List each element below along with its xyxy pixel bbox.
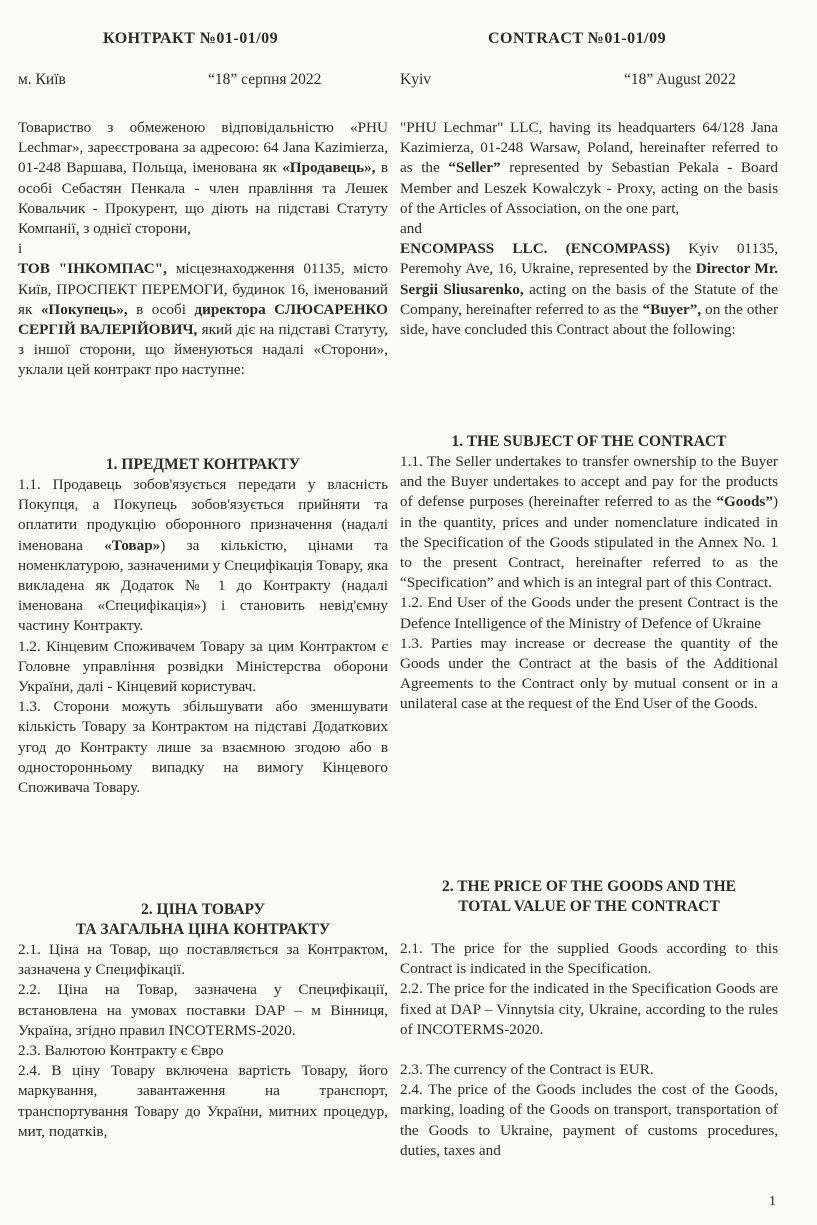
section-2-en (400, 877, 778, 1161)
section-1-en (400, 432, 778, 715)
and-uk: і (18, 240, 23, 258)
and-en: and (400, 220, 422, 238)
contract-title-uk: КОНТРАКТ №01-01/09 (103, 30, 279, 47)
page-number: 1 (769, 1194, 776, 1209)
clause-2-4-en: 2.4. The price of the Goods includes the cost of the Goods, marking, loading of the Goods on transport, transportation of the Goods to Ukraine, payment of customs procedures, duties, taxes and (400, 1081, 778, 1159)
clause-2-1-en: 2.1. The price for the supplied Goods according to this Contract is indicated in the Specification. (400, 940, 778, 978)
clause-2-3-en: 2.3. The currency of the Contract is EUR. (400, 1061, 654, 1079)
date-uk: “18” серпня 2022 (208, 71, 322, 88)
seller-paragraph-en: "PHU Lechmar" LLC, having its headquarters 64/128 Jana Kazimierza, 01-248 Warsaw, Poland, hereinafter referred to as the “Seller” represented by Sebastian Pekala - Board Member and Leszek Kowalczyk - Proxy, acting on the basis of the Articles of Association, on the one part, (400, 119, 779, 217)
contract-title-en: CONTRACT №01-01/09 (488, 30, 667, 47)
clause-1-3-en: 1.3. Parties may increase or decrease the quantity of the Goods under the Contract at the basis of the Additional Agreements to the Contract only by mutual consent or in a unilateral case at the request of the End User of the Goods. (400, 634, 778, 713)
city-uk: м. Київ (18, 71, 66, 88)
clause-1-2-en: 1.2. End User of the Goods under the present Contract is the Defence Intelligence of the Ministry of Defence of Ukraine (400, 594, 778, 632)
section-1-uk (18, 455, 388, 798)
clause-1-2-uk: 1.2. Кінцевим Споживачем Товару за цим Контрактом є Головне управління розвідки Міністерства оборони України, далі - Кінцевий користувач. (18, 637, 388, 696)
seller-paragraph-uk: Товариство з обмеженою відповідальністю «PHU Lechmar», зареєстрована за адресою: 64 Jana Kazimierza, 01-248 Варшава, Польща, іменована як «Продавець», в особі Себастян Пенкала - член правління та Лешек Ковальчик - Прокурент, що діють на підставі Статуту Компанії, з однієї сторони, (18, 119, 389, 238)
date-en: “18” August 2022 (624, 71, 736, 88)
section-2-title-uk-line2: ТА ЗАГАЛЬНА ЦІНА КОНТРАКТУ (75, 921, 331, 938)
clause-2-3-uk: 2.3. Валютою Контракту є Євро (18, 1042, 224, 1060)
preamble-uk (18, 118, 388, 381)
clause-1-1-uk: 1.1. Продавець зобов'язується передати у власність Покупця, а Покупець зобов'язується прийняти та оплатити продукцію оборонного призначення (надалі іменована «Товар») за кількістю, цінами та номенклатурою, зазначеними у Специфікація Товару, яка викладена як Додаток № 1 до Контракту (надалі іменована «Специфікація») і становить невід'ємну частину Контракту. (18, 476, 388, 635)
section-2-title-uk-line1: 2. ЦІНА ТОВАРУ (141, 901, 265, 918)
section-2-title-en-line2: TOTAL VALUE OF THE CONTRACT (458, 898, 720, 915)
clause-2-2-uk: 2.2. Ціна на Товар, зазначена у Специфікації, встановлена на умовах поставки DAP – м Вінниця, Україна, згідно правил INCOTERMS-2020. (18, 981, 388, 1039)
section-1-title-en: 1. THE SUBJECT OF THE CONTRACT (451, 433, 727, 450)
clause-2-4-uk: 2.4. В ціну Товару включена вартість Товару, його маркування, завантаження на транспорт, транспортування Товару до України, митних процедур, мит, податків, (18, 1062, 388, 1140)
section-2-uk (18, 900, 388, 1142)
clause-1-3-uk: 1.3. Сторони можуть збільшувати або зменшувати кількість Товару за Контрактом на підставі Додаткових угод до Контракту лише за взаємною згодою або в односторонньому випадку на вимогу Кінцевого Споживача Товару. (18, 698, 388, 797)
buyer-paragraph-en: ENCOMPASS LLC. (ENCOMPASS) Kyiv 01135, Peremohy Ave, 16, Ukraine, represented by the Director Mr. Sergii Sliusarenko, acting on the basis of the Statute of the Company, hereinafter referred to as the “Buyer”, on the other side, have concluded this Contract about the following: (400, 240, 779, 339)
clause-2-1-uk: 2.1. Ціна на Товар, що поставляється за Контрактом, зазначена у Специфікації. (18, 941, 388, 979)
preamble-en (400, 118, 778, 340)
clause-1-1-en: 1.1. The Seller undertakes to transfer ownership to the Buyer and the Buyer undertakes to accept and pay for the products of defense purposes (hereinafter referred to as the “Goods”) in the quantity, prices and under nomenclature indicated in the Specification of the Goods stipulated in the Annex No. 1 to the present Contract, hereinafter referred to as the “Specification” and which is an integral part of this Contract. (400, 453, 778, 592)
buyer-paragraph-uk: ТОВ "ІНКОМПАС", місцезнаходження 01135, місто Київ, ПРОСПЕКТ ПЕРЕМОГИ, будинок 16, іменований як «Покупець», в особі директора СЛЮСАРЕНКО СЕРГІЙ ВАЛЕРІЙОВИЧ, який діє на підставі Статуту, з іншої сторони, що йменуються надалі «Сторони», уклали цей контракт про наступне: (18, 260, 388, 379)
city-en: Kyiv (400, 71, 431, 88)
clause-2-2-en: 2.2. The price for the indicated in the Specification Goods are fixed at DAP – Vinnytsia city, Ukraine, according to the rules of INCOTERMS-2020. (400, 980, 778, 1038)
section-1-title-uk: 1. ПРЕДМЕТ КОНТРАКТУ (105, 456, 301, 473)
section-2-title-en-line1: 2. THE PRICE OF THE GOODS AND THE (442, 878, 736, 895)
